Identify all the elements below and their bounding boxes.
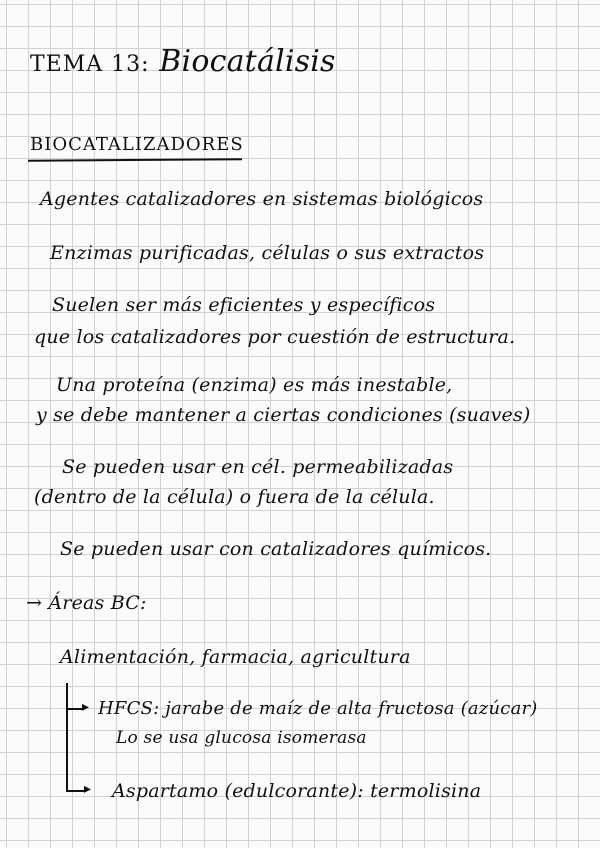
note-line: Enzimas purificadas, células o sus extractos	[50, 242, 485, 264]
note-line: Aspartamo (edulcorante): termolisina	[112, 780, 482, 802]
arrow-icon: ▸	[82, 699, 90, 715]
bracket-branch	[66, 790, 86, 792]
page-title	[30, 44, 336, 79]
note-line: Se pueden usar en cél. permeabilizadas	[62, 456, 454, 478]
section-heading: BIOCATALIZADORES	[30, 134, 244, 155]
note-line: Alimentación, farmacia, agricultura	[60, 646, 411, 668]
note-line: que los catalizadores por cuestión de estructura.	[34, 326, 516, 348]
bracket-line	[66, 683, 68, 791]
note-line: (dentro de la célula) o fuera de la célula.	[34, 486, 435, 508]
note-line: Lo se usa glucosa isomerasa	[116, 728, 367, 748]
note-line: Una proteína (enzima) es más inestable,	[56, 374, 453, 396]
heading-underline	[28, 158, 242, 161]
note-line: HFCS: jarabe de maíz de alta fructosa (azúcar)	[98, 698, 538, 719]
title-main: Biocatálisis	[159, 44, 336, 79]
title-prefix: TEMA 13:	[30, 52, 150, 77]
note-line: Se pueden usar con catalizadores químicos.	[60, 538, 492, 560]
arrow-icon: ▸	[84, 781, 92, 797]
note-line: Agentes catalizadores en sistemas biológicos	[40, 188, 484, 210]
note-line: y se debe mantener a ciertas condiciones (suaves)	[36, 404, 531, 426]
note-line: Suelen ser más eficientes y específicos	[52, 294, 436, 316]
note-line: → Áreas BC:	[26, 592, 147, 614]
